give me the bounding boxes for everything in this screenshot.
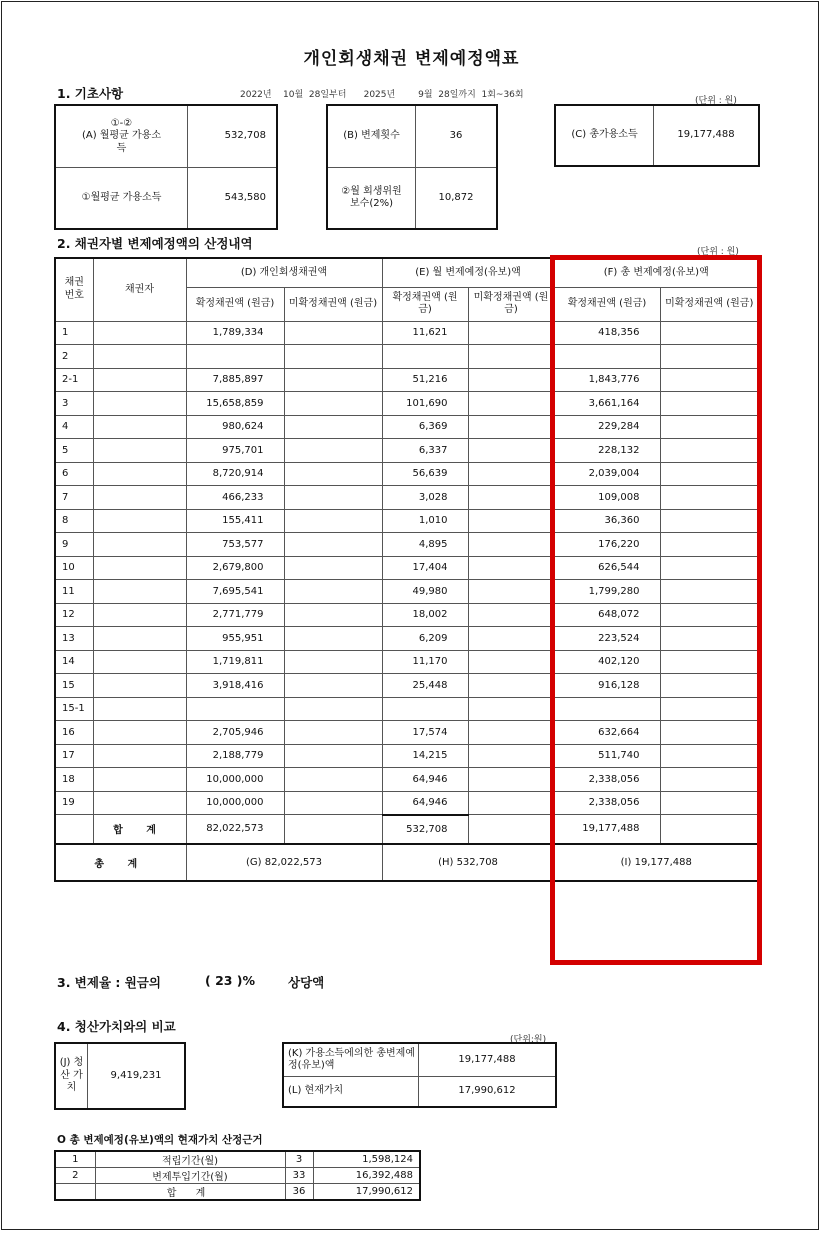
d-confirmed: 466,233	[186, 486, 284, 510]
claim-no: 15-1	[55, 697, 93, 721]
creditor-name	[93, 486, 186, 510]
claim-no: 10	[55, 556, 93, 580]
claim-no: 2	[55, 345, 93, 369]
basis-sum-label: 합 계	[95, 1184, 285, 1201]
d-unconfirmed	[284, 603, 382, 627]
creditor-name	[93, 509, 186, 533]
table-row	[55, 368, 759, 392]
a-label-top: ①-②	[110, 117, 133, 129]
f-unconfirmed	[660, 580, 759, 604]
claim-no: 18	[55, 768, 93, 792]
f-confirmed	[554, 345, 660, 369]
basis-no: 2	[55, 1168, 95, 1184]
d-unconfirmed	[284, 415, 382, 439]
d-unconfirmed	[284, 650, 382, 674]
d-confirmed: 8,720,914	[186, 462, 284, 486]
header-e-unconfirmed: 미확정채권액 (원금)	[468, 287, 554, 321]
e-confirmed: 14,215	[382, 744, 468, 768]
table-row	[55, 392, 759, 416]
e-unconfirmed	[468, 674, 554, 698]
d-unconfirmed	[284, 486, 382, 510]
basis-row	[55, 1151, 420, 1168]
e-confirmed: 6,209	[382, 627, 468, 651]
d-unconfirmed	[284, 345, 382, 369]
e-unconfirmed	[468, 580, 554, 604]
header-claim-no: 채권 번호	[55, 258, 93, 321]
e-confirmed: 4,895	[382, 533, 468, 557]
creditor-name	[93, 791, 186, 815]
d-unconfirmed	[284, 439, 382, 463]
f-confirmed: 648,072	[554, 603, 660, 627]
e-confirmed: 6,369	[382, 415, 468, 439]
claim-no: 14	[55, 650, 93, 674]
f-confirmed: 511,740	[554, 744, 660, 768]
d-unconfirmed	[284, 721, 382, 745]
l-value: 17,990,612	[458, 1085, 516, 1097]
e-unconfirmed	[468, 603, 554, 627]
total-g: (G) 82,022,573	[186, 844, 382, 881]
d-unconfirmed	[284, 580, 382, 604]
basis-sum-months: 36	[285, 1184, 313, 1201]
f-unconfirmed	[660, 368, 759, 392]
d-confirmed: 2,771,779	[186, 603, 284, 627]
j-label: (J) 청산 가치	[56, 1044, 88, 1108]
basis-sum-value: 17,990,612	[313, 1184, 420, 1201]
claim-no: 2-1	[55, 368, 93, 392]
k-value: 19,177,488	[419, 1044, 555, 1077]
claim-no: 8	[55, 509, 93, 533]
unit-label-2: (단위 : 원)	[697, 247, 739, 257]
f-confirmed: 223,524	[554, 627, 660, 651]
table-row	[55, 486, 759, 510]
d-confirmed: 1,789,334	[186, 321, 284, 345]
f-unconfirmed	[660, 345, 759, 369]
basis-row	[55, 1168, 420, 1184]
f-unconfirmed	[660, 533, 759, 557]
f-unconfirmed	[660, 392, 759, 416]
section-4-heading: 4. 청산가치와의 비교	[57, 1019, 176, 1034]
j-value: 9,419,231	[110, 1069, 162, 1081]
unit-label-1: (단위 : 원)	[695, 96, 737, 106]
claim-no: 6	[55, 462, 93, 486]
e-confirmed: 17,404	[382, 556, 468, 580]
header-creditor: 채권자	[93, 258, 186, 321]
creditor-name	[93, 321, 186, 345]
claim-no: 11	[55, 580, 93, 604]
basis-no: 1	[55, 1151, 95, 1168]
f-confirmed: 2,338,056	[554, 791, 660, 815]
d-confirmed: 2,705,946	[186, 721, 284, 745]
e-unconfirmed	[468, 533, 554, 557]
unit-label-4: (단위:원)	[510, 1035, 547, 1045]
creditor-name	[93, 697, 186, 721]
e-confirmed: 101,690	[382, 392, 468, 416]
f-confirmed: 2,338,056	[554, 768, 660, 792]
table-row	[55, 556, 759, 580]
f-confirmed: 176,220	[554, 533, 660, 557]
e-unconfirmed	[468, 345, 554, 369]
fee-value: 10,872	[438, 191, 474, 203]
creditor-name	[93, 768, 186, 792]
header-d-confirmed: 확정채권액 (원금)	[186, 287, 284, 321]
e-unconfirmed	[468, 392, 554, 416]
repayment-rate-suffix: 상당액	[288, 975, 325, 990]
d-unconfirmed	[284, 462, 382, 486]
basis-heading: O 총 변제예정(유보)액의 현재가치 산정근거	[57, 1134, 263, 1146]
e-confirmed: 17,574	[382, 721, 468, 745]
sum-d-blank	[284, 815, 382, 844]
f-unconfirmed	[660, 462, 759, 486]
creditor-name	[93, 744, 186, 768]
e-unconfirmed	[468, 415, 554, 439]
table-row	[55, 603, 759, 627]
f-confirmed: 626,544	[554, 556, 660, 580]
f-unconfirmed	[660, 674, 759, 698]
d-confirmed: 2,188,779	[186, 744, 284, 768]
claim-no: 1	[55, 321, 93, 345]
f-unconfirmed	[660, 509, 759, 533]
d-confirmed: 15,658,859	[186, 392, 284, 416]
table-row	[55, 744, 759, 768]
basis-value: 1,598,124	[313, 1151, 420, 1168]
d-confirmed: 2,679,800	[186, 556, 284, 580]
table-row	[55, 674, 759, 698]
a-label: (A) 월평균 가용소득	[82, 130, 161, 154]
f-confirmed	[554, 697, 660, 721]
f-confirmed: 402,120	[554, 650, 660, 674]
f-unconfirmed	[660, 697, 759, 721]
e-confirmed: 1,010	[382, 509, 468, 533]
claim-no: 17	[55, 744, 93, 768]
d-unconfirmed	[284, 627, 382, 651]
sum-f: 19,177,488	[554, 815, 660, 844]
avg-income-value: 543,580	[224, 191, 266, 203]
avg-income-label: ①월평균 가용소득	[56, 168, 188, 228]
header-e-confirmed: 확정채권액 (원금)	[382, 287, 468, 321]
liquidation-value-box	[54, 1042, 186, 1110]
f-unconfirmed	[660, 627, 759, 651]
table-row	[55, 768, 759, 792]
claim-no: 4	[55, 415, 93, 439]
d-confirmed: 955,951	[186, 627, 284, 651]
creditor-name	[93, 721, 186, 745]
basis-value: 16,392,488	[313, 1168, 420, 1184]
d-unconfirmed	[284, 556, 382, 580]
d-confirmed: 753,577	[186, 533, 284, 557]
e-unconfirmed	[468, 721, 554, 745]
e-confirmed	[382, 345, 468, 369]
claim-no: 3	[55, 392, 93, 416]
e-confirmed: 18,002	[382, 603, 468, 627]
b-label: (B) 변제횟수	[328, 106, 416, 168]
e-confirmed: 64,946	[382, 768, 468, 792]
total-row	[55, 844, 759, 881]
claim-no: 15	[55, 674, 93, 698]
creditor-name	[93, 674, 186, 698]
creditor-name	[93, 650, 186, 674]
e-unconfirmed	[468, 321, 554, 345]
creditor-name	[93, 462, 186, 486]
e-confirmed: 11,170	[382, 650, 468, 674]
f-confirmed: 109,008	[554, 486, 660, 510]
basic-info-box-a	[54, 104, 278, 230]
e-unconfirmed	[468, 439, 554, 463]
table-row	[55, 345, 759, 369]
c-value: 19,177,488	[677, 129, 735, 141]
d-unconfirmed	[284, 697, 382, 721]
e-unconfirmed	[468, 791, 554, 815]
e-confirmed: 6,337	[382, 439, 468, 463]
table-row	[55, 650, 759, 674]
table-row	[55, 791, 759, 815]
header-d-unconfirmed: 미확정채권액 (원금)	[284, 287, 382, 321]
section-3-heading: 3. 변제율 : 원금의	[57, 975, 161, 990]
f-unconfirmed	[660, 603, 759, 627]
basis-label: 변제투입기간(월)	[95, 1168, 285, 1184]
e-confirmed	[382, 697, 468, 721]
f-unconfirmed	[660, 768, 759, 792]
table-row	[55, 533, 759, 557]
fee-label: ②월 회생위원 보수(2%)	[328, 168, 416, 228]
f-unconfirmed	[660, 791, 759, 815]
f-unconfirmed	[660, 486, 759, 510]
f-unconfirmed	[660, 650, 759, 674]
basis-months: 33	[285, 1168, 313, 1184]
creditor-name	[93, 439, 186, 463]
e-confirmed: 64,946	[382, 791, 468, 815]
header-d: (D) 개인회생채권액	[186, 258, 382, 287]
repayment-rate: ( 23 )%	[205, 973, 256, 988]
e-confirmed: 56,639	[382, 462, 468, 486]
d-confirmed: 1,719,811	[186, 650, 284, 674]
basic-info-box-c	[554, 104, 760, 167]
e-unconfirmed	[468, 368, 554, 392]
f-confirmed: 2,039,004	[554, 462, 660, 486]
b-value: 36	[416, 106, 496, 168]
d-confirmed: 155,411	[186, 509, 284, 533]
sum-f-blank	[660, 815, 759, 844]
e-unconfirmed	[468, 509, 554, 533]
creditor-name	[93, 603, 186, 627]
d-unconfirmed	[284, 368, 382, 392]
table-row	[55, 462, 759, 486]
e-unconfirmed	[468, 650, 554, 674]
c-label: (C) 총가용소득	[556, 106, 654, 165]
d-confirmed	[186, 697, 284, 721]
table-row	[55, 509, 759, 533]
d-confirmed: 7,885,897	[186, 368, 284, 392]
f-confirmed: 418,356	[554, 321, 660, 345]
e-unconfirmed	[468, 486, 554, 510]
total-label: 총 계	[55, 844, 186, 881]
header-e: (E) 월 변제예정(유보)액	[382, 258, 554, 287]
f-unconfirmed	[660, 744, 759, 768]
creditor-name	[93, 627, 186, 651]
basis-months: 3	[285, 1151, 313, 1168]
sum-e: 532,708	[382, 815, 468, 844]
d-confirmed: 7,695,541	[186, 580, 284, 604]
document-title: 개인회생채권 변제예정액표	[303, 49, 520, 69]
k-label: (K) 가용소득에의한 총변제예정(유보)액	[284, 1044, 419, 1077]
creditor-name	[93, 580, 186, 604]
claim-no: 19	[55, 791, 93, 815]
total-i: (I) 19,177,488	[554, 844, 759, 881]
claim-no: 9	[55, 533, 93, 557]
creditor-name	[93, 556, 186, 580]
d-unconfirmed	[284, 768, 382, 792]
basis-sum-row	[55, 1184, 420, 1201]
d-unconfirmed	[284, 791, 382, 815]
creditor-name	[93, 345, 186, 369]
section-1-heading: 1. 기초사항	[57, 86, 124, 101]
e-unconfirmed	[468, 744, 554, 768]
sum-blank	[55, 815, 93, 844]
d-unconfirmed	[284, 533, 382, 557]
a-value: 532,708	[188, 106, 276, 168]
d-unconfirmed	[284, 509, 382, 533]
creditor-name	[93, 392, 186, 416]
e-confirmed: 49,980	[382, 580, 468, 604]
e-unconfirmed	[468, 697, 554, 721]
total-h: (H) 532,708	[382, 844, 554, 881]
e-unconfirmed	[468, 768, 554, 792]
sum-e-blank	[468, 815, 554, 844]
e-unconfirmed	[468, 627, 554, 651]
table-row	[55, 439, 759, 463]
d-unconfirmed	[284, 744, 382, 768]
e-confirmed: 25,448	[382, 674, 468, 698]
header-f-unconfirmed: 미확정채권액 (원금)	[660, 287, 759, 321]
f-confirmed: 228,132	[554, 439, 660, 463]
d-confirmed: 10,000,000	[186, 791, 284, 815]
f-unconfirmed	[660, 556, 759, 580]
d-unconfirmed	[284, 321, 382, 345]
table-row	[55, 321, 759, 345]
basis-label: 적립기간(월)	[95, 1151, 285, 1168]
e-unconfirmed	[468, 462, 554, 486]
f-confirmed: 229,284	[554, 415, 660, 439]
table-row	[55, 627, 759, 651]
claim-no: 12	[55, 603, 93, 627]
e-confirmed: 51,216	[382, 368, 468, 392]
claim-no: 13	[55, 627, 93, 651]
f-unconfirmed	[660, 721, 759, 745]
f-confirmed: 632,664	[554, 721, 660, 745]
comparison-box	[282, 1042, 557, 1108]
f-unconfirmed	[660, 415, 759, 439]
f-confirmed: 36,360	[554, 509, 660, 533]
creditor-name	[93, 415, 186, 439]
header-f-confirmed: 확정채권액 (원금)	[554, 287, 660, 321]
table-row	[55, 697, 759, 721]
f-confirmed: 916,128	[554, 674, 660, 698]
e-confirmed: 11,621	[382, 321, 468, 345]
f-confirmed: 3,661,164	[554, 392, 660, 416]
creditor-name	[93, 368, 186, 392]
e-confirmed: 3,028	[382, 486, 468, 510]
claim-no: 16	[55, 721, 93, 745]
basic-info-box-b	[326, 104, 498, 230]
e-unconfirmed	[468, 556, 554, 580]
header-f: (F) 총 변제예정(유보)액	[554, 258, 759, 287]
f-unconfirmed	[660, 439, 759, 463]
d-unconfirmed	[284, 392, 382, 416]
claim-no: 7	[55, 486, 93, 510]
d-unconfirmed	[284, 674, 382, 698]
creditor-name	[93, 533, 186, 557]
d-confirmed: 10,000,000	[186, 768, 284, 792]
l-label: (L) 현재가치	[284, 1077, 419, 1106]
d-confirmed: 975,701	[186, 439, 284, 463]
f-confirmed: 1,843,776	[554, 368, 660, 392]
period-text: 2022년 10월 28일부터 2025년 9월 28일까지 1회~36회	[240, 90, 524, 100]
sum-d: 82,022,573	[186, 815, 284, 844]
table-row	[55, 721, 759, 745]
d-confirmed	[186, 345, 284, 369]
table-row	[55, 415, 759, 439]
sum-row	[55, 815, 759, 844]
claim-no: 5	[55, 439, 93, 463]
basis-table	[54, 1150, 421, 1201]
section-2-heading: 2. 채권자별 변제예정액의 산정내역	[57, 236, 253, 251]
f-unconfirmed	[660, 321, 759, 345]
d-confirmed: 980,624	[186, 415, 284, 439]
basis-sum-blank	[55, 1184, 95, 1201]
f-confirmed: 1,799,280	[554, 580, 660, 604]
sum-label: 합 계	[93, 815, 186, 844]
table-row	[55, 580, 759, 604]
creditor-table	[54, 257, 760, 882]
d-confirmed: 3,918,416	[186, 674, 284, 698]
